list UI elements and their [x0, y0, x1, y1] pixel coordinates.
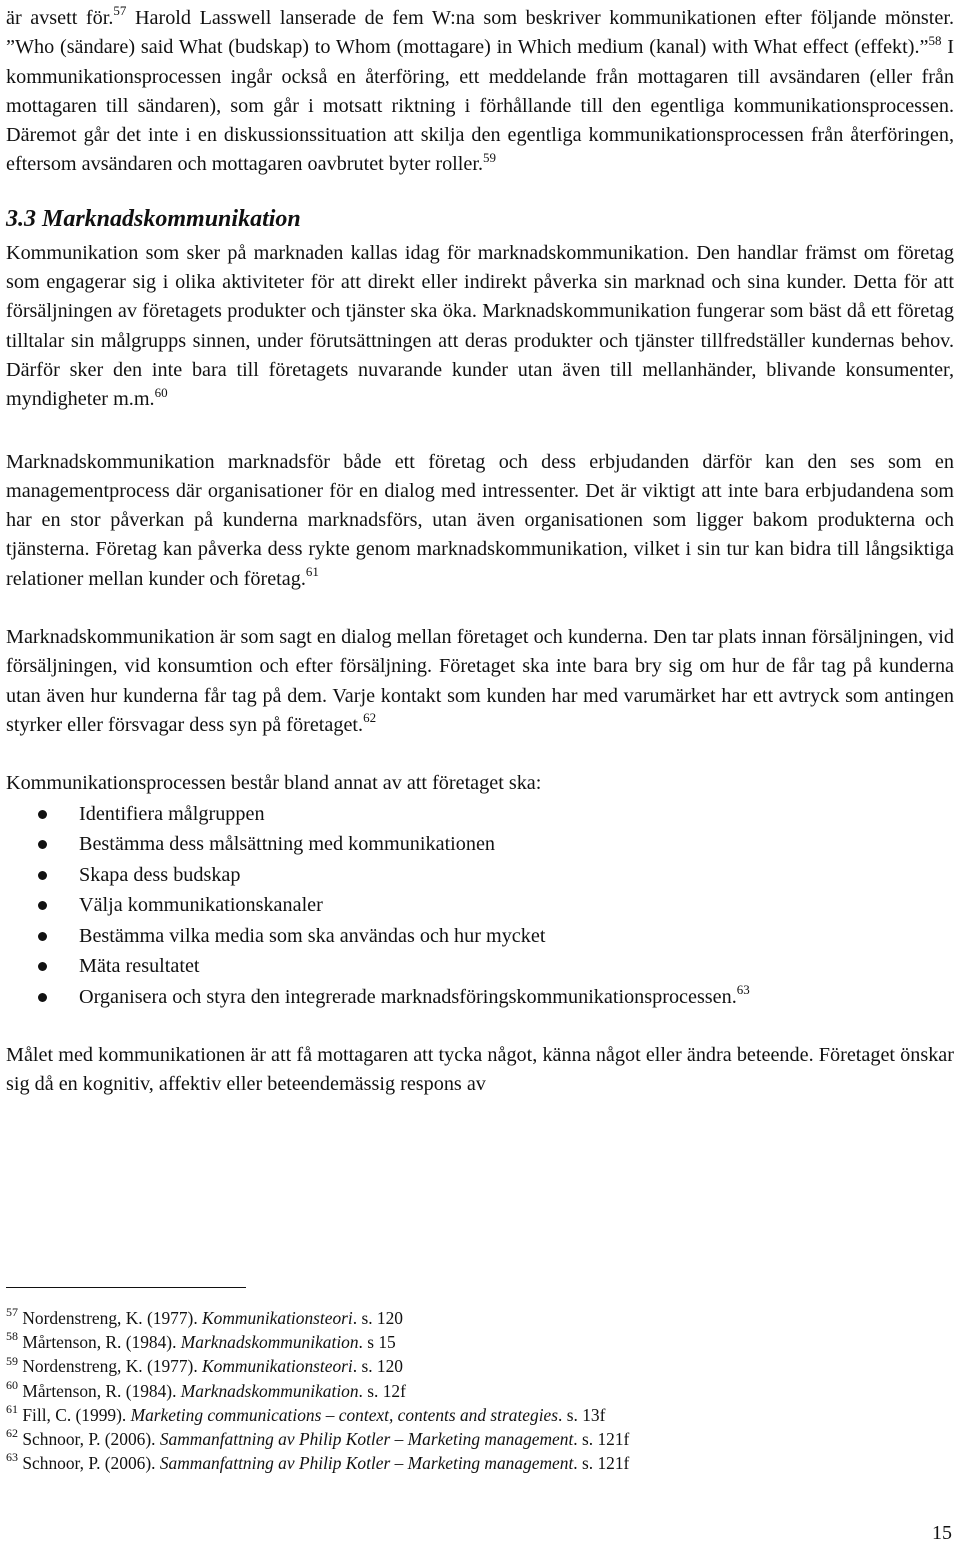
- paragraph-goal: Målet med kommunikationen är att få mottagaren att tycka något, känna något eller ändra beteende. Företaget önskar sig då en kognitiv, affektiv eller beteendemässig respons av: [6, 1044, 954, 1096]
- paragraph-dialog: Marknadskommunikation är som sagt en dialog mellan företaget och kunderna. Den tar plats innan försäljningen, vid försäljningen, vid konsumtion och efter försäljning. Företaget ska inte bara bry sig om hur de får tag på kunderna utan även hur kunderna får tag på dem. Varje kontakt som kunden har med varumärket har ett avtryck som antingen styrker eller försvagar dess syn på företaget.$^{62}$: [6, 626, 954, 736]
- paragraph-process-intro: Kommunikationsprocessen består bland annat av att företaget ska:: [6, 772, 542, 795]
- bullet-icon: [38, 932, 47, 941]
- paragraph-management-process: Marknadskommunikation marknadsför både ett företag och dess erbjudanden därför kan den ses som en managementprocess där organisationer för en dialog med intressenter. Det är viktigt att inte bara erbjudandena som har en stor påverkan på kunderna marknadsförs, utan även organisationen som ligger bakom produkterna och tjänsterna. Företag kan påverka dess rykte genom marknadskommunikation, vilket i sin tur kan bidra till långsiktiga relationer mellan kunder och företag.$^{61}$: [6, 450, 954, 590]
- page-number: 15: [932, 1522, 952, 1544]
- footnote-ref-60: 60: [154, 384, 168, 400]
- list-item: Mäta resultatet: [6, 951, 954, 982]
- paragraph-definition: Kommunikation som sker på marknaden kallas idag för marknadskommunikation. Den handlar främst om företag som engagerar sig i olika aktiviteter för att direkt eller indirekt påverka sin marknad och sina kunder. Detta för att försäljningen av företagets produkter och tjänster ska öka. Marknadskommunikation fungerar som bäst då ett företag tilltalar sin målgrupps sinnen, under förutsättningen att deras produkter och tjänster tillfredställer kundernas behov. Därför sker den inte bara till företagets nuvarande kunder utan även till mellanhänder, blivande konsumenter, myndigheter m.m.$^{60}$: [6, 241, 954, 411]
- page-body: [6, 4, 954, 1100]
- list-item: Välja kommunikationskanaler: [6, 890, 954, 921]
- footnotes: [6, 1306, 954, 1475]
- list-item: Bestämma vilka media som ska användas och hur mycket: [6, 921, 954, 952]
- list-item: Skapa dess budskap: [6, 860, 954, 891]
- footnote-divider: [6, 1287, 246, 1288]
- footnote-61: $^{61}$ Fill, C. (1999). Marketing communications – context, contents and strategies. s. 13f: [6, 1402, 606, 1425]
- bullet-icon: [38, 840, 47, 849]
- footnote-ref-63: 63: [736, 981, 750, 997]
- process-steps-list: [6, 799, 954, 1013]
- list-item: Bestämma dess målsättning med kommunikationen: [6, 829, 954, 860]
- list-item: Organisera och styra den integrerade marknadsföringskommunikationsprocessen.$^{63}$: [6, 982, 954, 1013]
- footnote-ref-62: 62: [363, 710, 377, 726]
- footnote-ref-57: 57: [113, 3, 127, 19]
- bullet-icon: [38, 962, 47, 971]
- section-heading: 3.3 Marknadskommunikation: [6, 205, 301, 232]
- footnote-60: $^{60}$ Mårtenson, R. (1984). Marknadskommunikation. s. 12f: [6, 1377, 406, 1401]
- bullet-icon: [38, 901, 47, 910]
- bullet-icon: [38, 810, 47, 819]
- footnote-59: $^{59}$ Nordenstreng, K. (1977). Kommunikationsteori. s. 120: [6, 1353, 403, 1377]
- paragraph-lasswell: är avsett för.$^{57}$ Harold Lasswell lanserade de fem W:na som beskriver kommunikationen efter följande mönster. ”Who (sändare) said What (budskap) to Whom (mottagare) in Which medium (kanal) with What effect (effekt).”$^{58}$ I kommunikationsprocessen ingår också en återföring, ett meddelande från mottagaren till avsändaren (eller från mottagaren till sändaren), som går i motsatt riktning i förhållande till den egentliga kommunikationsprocessen. Däremot går det inte i en diskussionssituation att skilja den egentliga kommunikationsprocessen från återföringen, eftersom avsändaren och mottagaren oavbrutet byter roller.$^{59}$: [6, 3, 954, 176]
- bullet-icon: [38, 871, 47, 880]
- list-item: Identifiera målgruppen: [6, 799, 954, 830]
- footnote-57: $^{57}$ Nordenstreng, K. (1977). Kommunikationsteori. s. 120: [6, 1305, 403, 1328]
- footnote-ref-58: 58: [928, 32, 942, 48]
- footnote-63: $^{63}$ Schnoor, P. (2006). Sammanfattning av Philip Kotler – Marketing management. s. 121f: [6, 1450, 630, 1474]
- footnote-ref-59: 59: [483, 149, 497, 165]
- bullet-icon: [38, 993, 47, 1002]
- footnote-58: $^{58}$ Mårtenson, R. (1984). Marknadskommunikation. s 15: [6, 1329, 396, 1353]
- footnote-ref-61: 61: [305, 564, 319, 580]
- footnote-62: $^{62}$ Schnoor, P. (2006). Sammanfattning av Philip Kotler – Marketing management. s. 121f: [6, 1426, 630, 1450]
